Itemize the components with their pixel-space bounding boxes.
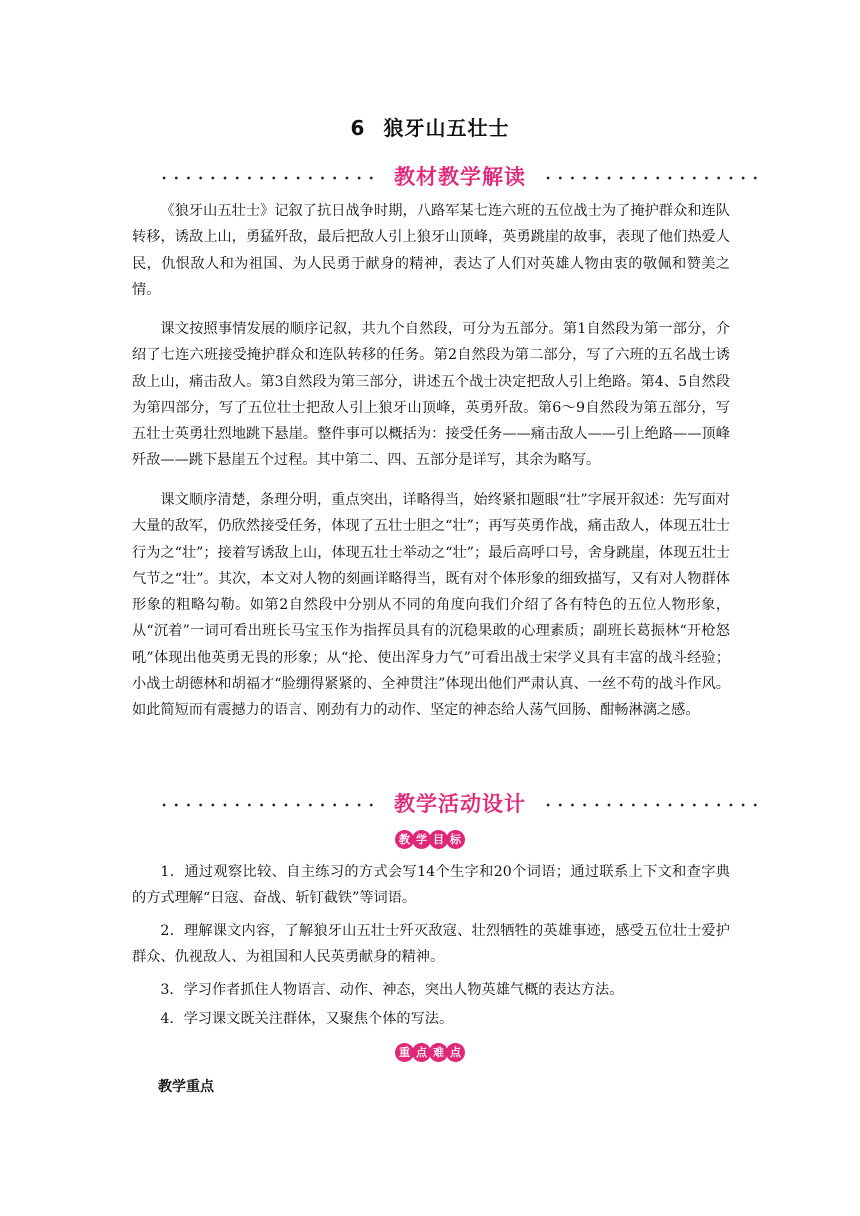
lesson-title bbox=[0, 112, 860, 141]
badge-key-points bbox=[0, 1041, 860, 1062]
lesson-title-text: 狼牙山五壮士 bbox=[383, 116, 510, 140]
badge-char: 难 bbox=[429, 1043, 448, 1062]
paragraph: 课文按照事情发展的顺序记叙，共九个自然段，可分为五部分。第1自然段为第一部分，介绍了七连六班接受掩护群众和连队转移的任务。第2自然段为第二部分，写了六班的五名战士诱敌上山，痛击敌人。第3自然段为第三部分，讲述五个战士决定把敌人引上绝路。第4、5自然段为第四部分，写了五位壮士把敌人引上狼牙山顶峰，英勇歼敌。第6～9自然段为第五部分，写五壮士英勇壮烈地跳下悬崖。整件事可以概括为：接受任务——痛击敌人——引上绝路——顶峰歼敌——跳下悬崖五个过程。其中第二、四、五部分是详写，其余为略写。 bbox=[132, 321, 730, 469]
lesson-number: 6 bbox=[350, 116, 366, 140]
badge-teaching-goals bbox=[0, 828, 860, 849]
paragraph: 《狼牙山五壮士》记叙了抗日战争时期，八路军某七连六班的五位战士为了掩护群众和连队转移，诱敌上山，勇猛歼敌，最后把敌人引上狼牙山顶峰，英勇跳崖的故事，表现了他们热爱人民，仇恨敌人和为祖国、为人民勇于献身的精神，表达了人们对英雄人物由衷的敬佩和赞美之情。 bbox=[132, 203, 730, 298]
section-heading: 教材教学解读 bbox=[394, 165, 526, 189]
goal-item: 3．学习作者抓住人物语言、动作、神态，突出人物英雄气概的表达方法。 bbox=[160, 982, 624, 998]
badge-char: 学 bbox=[412, 830, 431, 849]
goal-item: 2．理解课文内容，了解狼牙山五壮士歼灭敌寇、壮烈牺牲的英雄事迹，感受五位壮士爱护群众、仇视敌人、为祖国和人民英勇献身的精神。 bbox=[132, 923, 730, 966]
badge-char: 点 bbox=[412, 1043, 431, 1062]
dotted-rule bbox=[542, 803, 762, 807]
badge-char: 标 bbox=[446, 830, 465, 849]
paragraph: 课文顺序清楚，条理分明，重点突出，详略得当，始终紧扣题眼“壮”字展开叙述：先写面对大量的敌军，仍欣然接受任务，体现了五壮士胆之“壮”；再写英勇作战，痛击敌人，体现五壮士行为之“壮”；接着写诱敌上山，体现五壮士举动之“壮”；最后高呼口号，舍身跳崖，体现五壮士气节之“壮”。其次，本文对人物的刻画详略得当，既有对个体形象的细致描写，又有对人物群体形象的粗略勾勒。如第2自然段中分别从不同的角度向我们介绍了各有特色的五位人物形象，从“沉着”一词可看出班长马宝玉作为指挥员具有的沉稳果敢的心理素质；副班长葛振林“开枪怒吼”体现出他英勇无畏的形象；从“抡、使出浑身力气”可看出战士宋学义具有丰富的战斗经验；小战士胡德林和胡福才“脸绷得紧紧的、全神贯注”体现出他们严肃认真、一丝不苟的战斗作风。如此简短而有震撼力的语言、刚劲有力的动作、坚定的神态给人荡气回肠、酣畅淋漓之感。 bbox=[132, 492, 730, 719]
section-heading: 教学活动设计 bbox=[394, 792, 526, 816]
badge-char: 点 bbox=[446, 1043, 465, 1062]
goal-item: 1．通过观察比较、自主练习的方式会写14个生字和20个词语；通过联系上下文和查字典的方式理解“日寇、奋战、斩钉截铁”等词语。 bbox=[132, 864, 730, 907]
section-banner-interpretation bbox=[150, 162, 770, 192]
dotted-rule bbox=[542, 176, 762, 180]
goal-item: 4．学习课文既关注群体，又聚焦个体的写法。 bbox=[160, 1011, 454, 1027]
badge-char: 目 bbox=[429, 830, 448, 849]
subheading-teaching-focus: 教学重点 bbox=[158, 1079, 214, 1095]
section-banner-activity bbox=[150, 789, 770, 819]
badge-char: 重 bbox=[395, 1043, 414, 1062]
badge-char: 教 bbox=[395, 830, 414, 849]
